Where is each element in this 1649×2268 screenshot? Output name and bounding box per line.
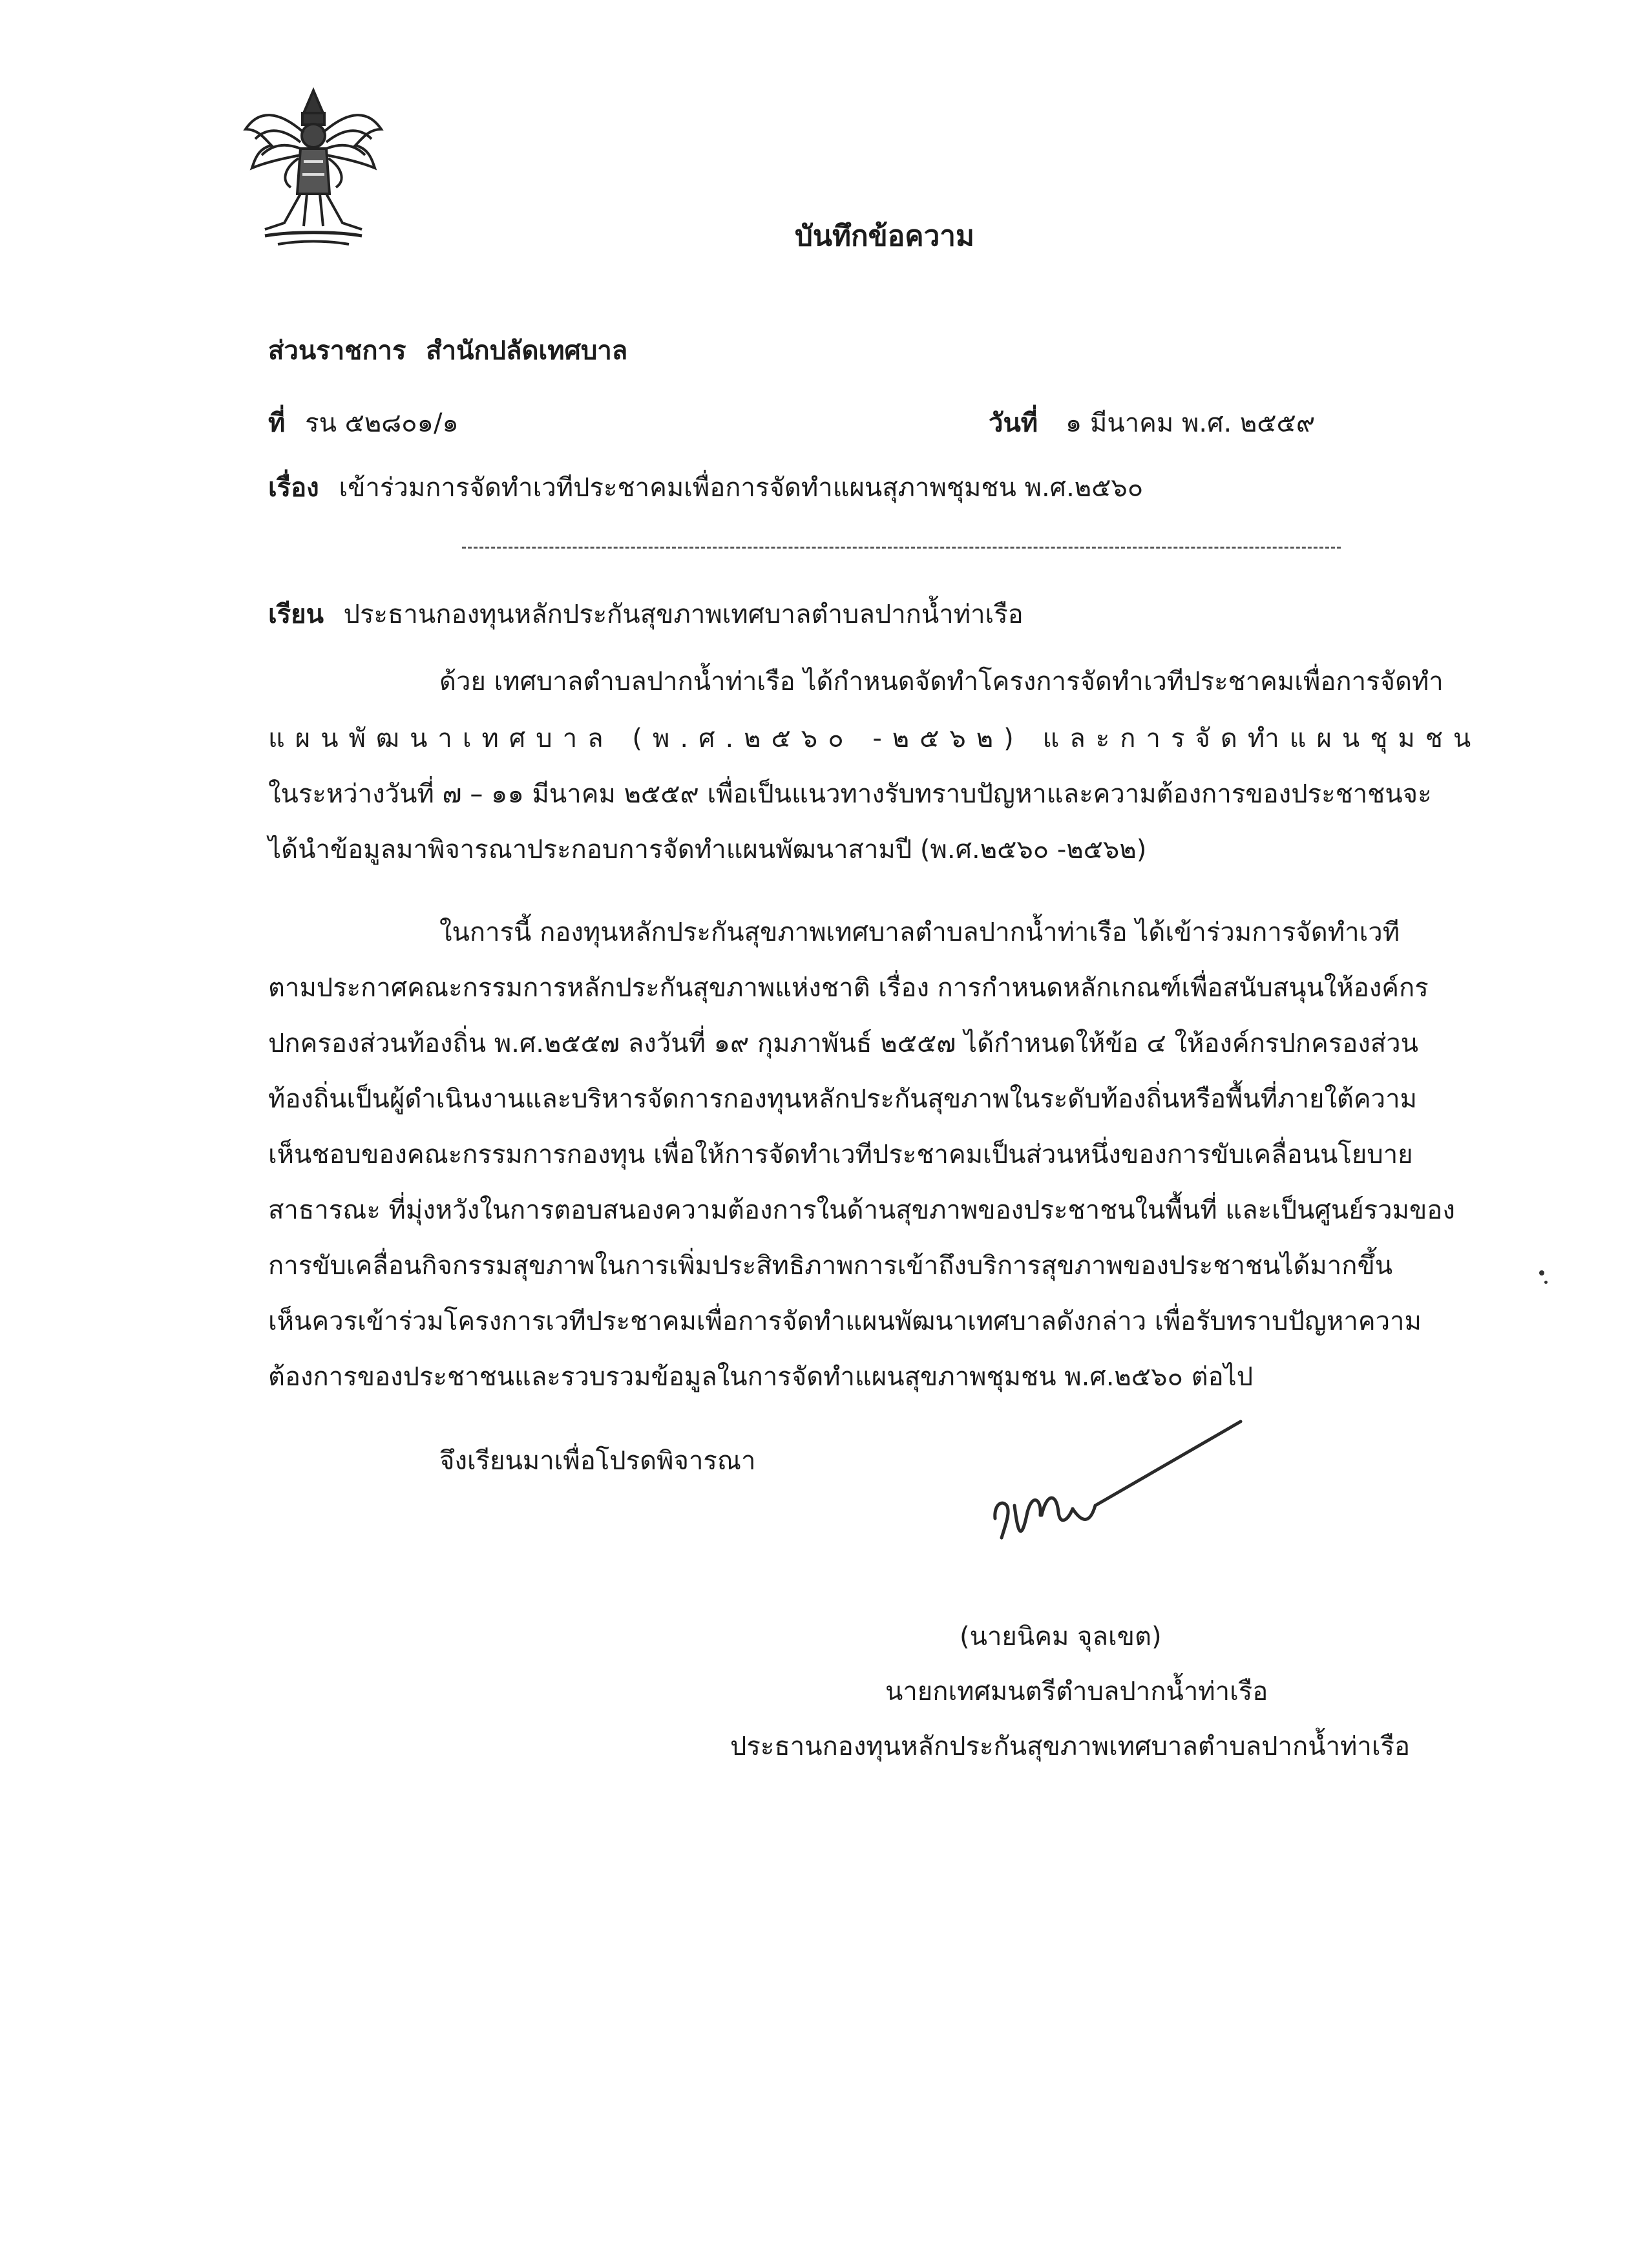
reference-label: ที่ <box>268 408 286 438</box>
closing-text: จึงเรียนมาเพื่อโปรดพิจารณา <box>439 1446 756 1476</box>
office-line <box>268 330 627 371</box>
paragraph2-line: เห็นชอบของคณะกรรมการกองทุน เพื่อให้การจัดทำเวทีประชาคมเป็นส่วนหนึ่งของการขับเคลื่อนนโยบาย <box>268 1140 1413 1170</box>
scan-speck <box>1539 1270 1544 1276</box>
handwritten-signature <box>982 1409 1254 1564</box>
subject-line <box>268 467 1143 508</box>
office-value: สำนักปลัดเทศบาล <box>426 336 628 366</box>
paragraph2-line: สาธารณะ ที่มุ่งหวังในการตอบสนองความต้องการในด้านสุขภาพของประชาชนในพื้นที่ และเป็นศูนย์รวมของ <box>268 1195 1455 1225</box>
paragraph2-line: เห็นควรเข้าร่วมโครงการเวทีประชาคมเพื่อการจัดทำแผนพัฒนาเทศบาลดังกล่าว เพื่อรับทราบปัญหาความ <box>268 1307 1422 1336</box>
reference-value: รน ๕๒๘๐๑/๑ <box>305 408 459 438</box>
paragraph2-line: ตามประกาศคณะกรรมการหลักประกันสุขภาพแห่งชาติ เรื่อง การกำหนดหลักเกณฑ์เพื่อสนับสนุนให้องค์กร <box>268 973 1429 1003</box>
paragraph1-line: แผนพัฒนาเทศบาล (พ.ศ.๒๕๖๐ -๒๕๖๒) และการจัดทำแผนชุมชน <box>268 724 1482 753</box>
date-value: ๑ มีนาคม พ.ศ. ๒๕๕๙ <box>1065 408 1316 438</box>
signatory-position: ประธานกองทุนหลักประกันสุขภาพเทศบาลตำบลปากน้ำท่าเรือ <box>730 1732 1411 1761</box>
date-line <box>989 402 1315 443</box>
paragraph2-line: ท้องถิ่นเป็นผู้ดำเนินงานและบริหารจัดการกองทุนหลักประกันสุขภาพในระดับท้องถิ่นหรือพื้นที่ภายใต้ความ <box>268 1084 1417 1114</box>
garuda-emblem-icon <box>239 84 388 252</box>
scan-speck <box>1544 1281 1548 1284</box>
memo-title: บันทึกข้อความ <box>795 220 975 253</box>
paragraph2-line: การขับเคลื่อนกิจกรรมสุขภาพในการเพิ่มประสิทธิภาพการเข้าถึงบริการสุขภาพของประชาชนได้มากขึ้น <box>268 1251 1393 1281</box>
salutation-value: ประธานกองทุนหลักประกันสุขภาพเทศบาลตำบลปากน้ำท่าเรือ <box>343 600 1024 629</box>
reference-line <box>268 402 459 443</box>
header-divider <box>462 547 1341 549</box>
paragraph1-line: ได้นำข้อมูลมาพิจารณาประกอบการจัดทำแผนพัฒนาสามปี (พ.ศ.๒๕๖๐ -๒๕๖๒) <box>268 835 1147 865</box>
signatory-position: นายกเทศมนตรีตำบลปากน้ำท่าเรือ <box>885 1677 1268 1706</box>
paragraph2-line: ในการนี้ กองทุนหลักประกันสุขภาพเทศบาลตำบลปากน้ำท่าเรือ ได้เข้าร่วมการจัดทำเวที <box>439 918 1400 947</box>
office-label: ส่วนราชการ <box>268 336 406 366</box>
signatory-name: (นายนิคม จุลเขต) <box>960 1622 1162 1652</box>
salutation-line <box>268 593 1024 635</box>
subject-value: เข้าร่วมการจัดทำเวทีประชาคมเพื่อการจัดทำแผนสุภาพชุมชน พ.ศ.๒๕๖๐ <box>339 473 1144 503</box>
date-label: วันที่ <box>989 408 1038 438</box>
paragraph1-line: ในระหว่างวันที่ ๗ – ๑๑ มีนาคม ๒๕๕๙ เพื่อเป็นแนวทางรับทราบปัญหาและความต้องการของประชาชนจะ <box>268 779 1432 809</box>
paragraph1-line: ด้วย เทศบาลตำบลปากน้ำท่าเรือ ได้กำหนดจัดทำโครงการจัดทำเวทีประชาคมเพื่อการจัดทำ <box>439 667 1444 697</box>
paragraph2-line: ต้องการของประชาชนและรวบรวมข้อมูลในการจัดทำแผนสุขภาพชุมชน พ.ศ.๒๕๖๐ ต่อไป <box>268 1362 1254 1392</box>
subject-label: เรื่อง <box>268 473 319 503</box>
salutation-label: เรียน <box>268 600 324 629</box>
paragraph2-line: ปกครองส่วนท้องถิ่น พ.ศ.๒๕๕๗ ลงวันที่ ๑๙ กุมภาพันธ์ ๒๕๕๗ ได้กำหนดให้ข้อ ๔ ให้องค์กรปกครองส่วน <box>268 1029 1418 1058</box>
